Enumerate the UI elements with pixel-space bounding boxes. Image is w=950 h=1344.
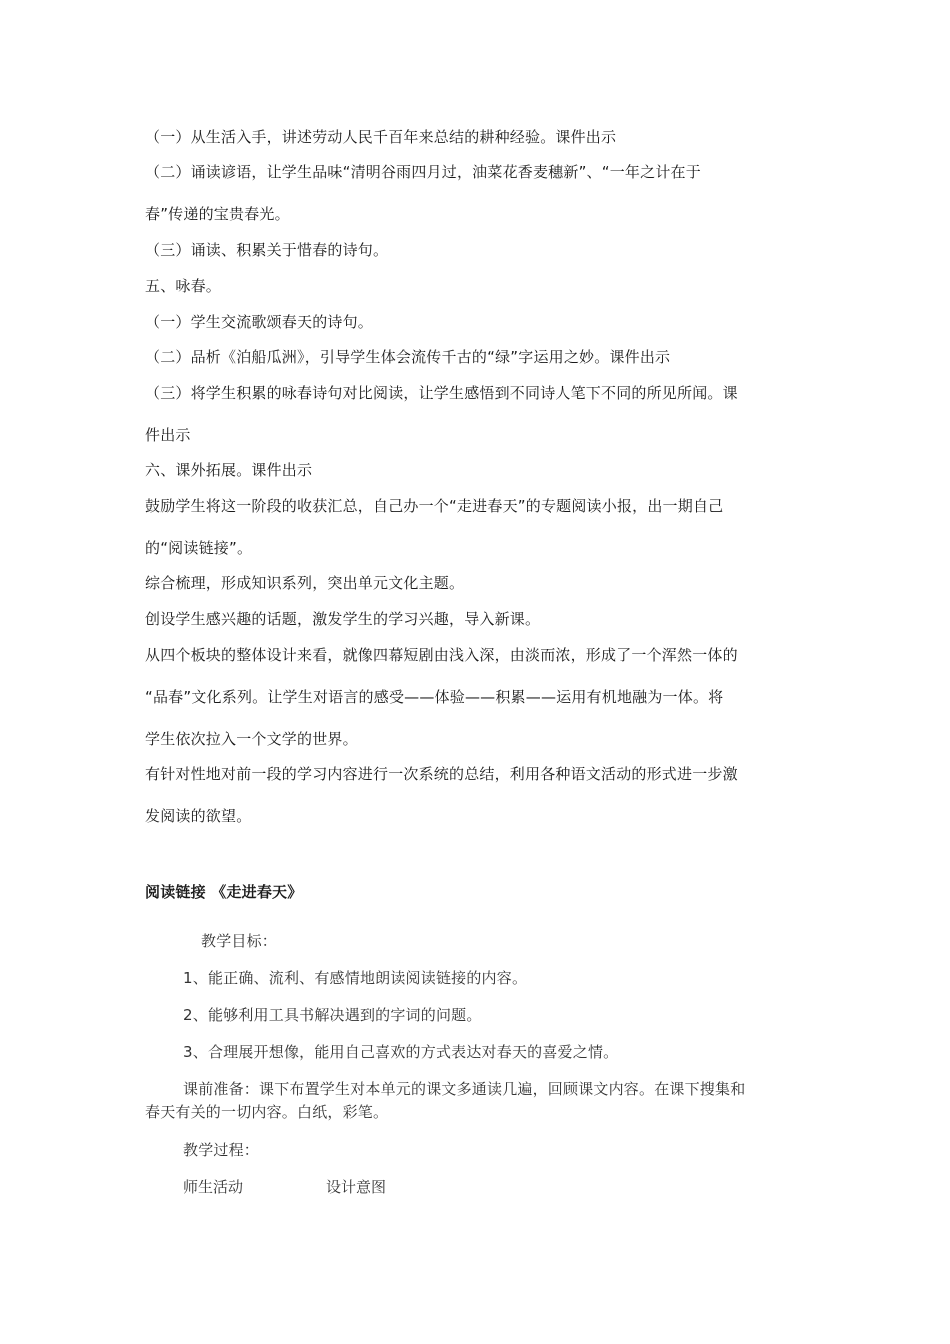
text-line: 学生依次拉入一个文学的世界。 bbox=[145, 730, 358, 748]
process-title: 教学过程： bbox=[183, 1141, 260, 1159]
table-header-activity: 师生活动 bbox=[183, 1178, 244, 1196]
text-line: 的“阅读链接”。 bbox=[145, 539, 253, 557]
text-line: 春”传递的宝贵春光。 bbox=[145, 205, 290, 223]
text-line: 创设学生感兴趣的话题，激发学生的学习兴趣，导入新课。 bbox=[145, 610, 541, 628]
preparation-line: 课前准备：课下布置学生对本单元的课文多通读几遍，回顾课文内容。在课下搜集和 bbox=[183, 1080, 746, 1098]
text-line: （一）从生活入手，讲述劳动人民千百年来总结的耕种经验。课件出示 bbox=[145, 128, 617, 146]
text-line: （二）品析《泊船瓜洲》，引导学生体会流传千古的“绿”字运用之妙。课件出示 bbox=[145, 348, 671, 366]
section-heading-five: 五、咏春。 bbox=[145, 277, 222, 295]
text-line: （三）诵读、积累关于惜春的诗句。 bbox=[145, 241, 389, 259]
text-line: （三）将学生积累的咏春诗句对比阅读，让学生感悟到不同诗人笔下不同的所见所闻。课 bbox=[145, 384, 738, 402]
text-line: “品春”文化系列。让学生对语言的感受——体验——积累——运用有机地融为一体。将 bbox=[145, 688, 724, 706]
text-line: 从四个板块的整体设计来看，就像四幕短剧由浅入深，由淡而浓，形成了一个浑然一体的 bbox=[145, 646, 738, 664]
objectives-title: 教学目标： bbox=[201, 932, 278, 950]
preparation-line: 春天有关的一切内容。白纸，彩笔。 bbox=[145, 1103, 389, 1121]
objective-item: 3、合理展开想像，能用自己喜欢的方式表达对春天的喜爱之情。 bbox=[183, 1043, 619, 1061]
text-line: 件出示 bbox=[145, 426, 191, 444]
lesson-heading: 阅读链接 《走进春天》 bbox=[145, 883, 303, 901]
objective-item: 2、能够利用工具书解决遇到的字词的问题。 bbox=[183, 1006, 482, 1024]
text-line: 发阅读的欲望。 bbox=[145, 807, 252, 825]
text-line: 综合梳理，形成知识系列，突出单元文化主题。 bbox=[145, 574, 465, 592]
text-line: 有针对性地对前一段的学习内容进行一次系统的总结，利用各种语文活动的形式进一步激 bbox=[145, 765, 738, 783]
objective-item: 1、能正确、流利、有感情地朗读阅读链接的内容。 bbox=[183, 969, 528, 987]
table-header-intent: 设计意图 bbox=[326, 1178, 387, 1196]
section-heading-six: 六、课外拓展。课件出示 bbox=[145, 461, 313, 479]
text-line: （一）学生交流歌颂春天的诗句。 bbox=[145, 313, 374, 331]
text-line: （二）诵读谚语，让学生品味“清明谷雨四月过，油菜花香麦穗新”、“一年之计在于 bbox=[145, 163, 701, 181]
text-line: 鼓励学生将这一阶段的收获汇总，自己办一个“走进春天”的专题阅读小报，出一期自己 bbox=[145, 497, 724, 515]
